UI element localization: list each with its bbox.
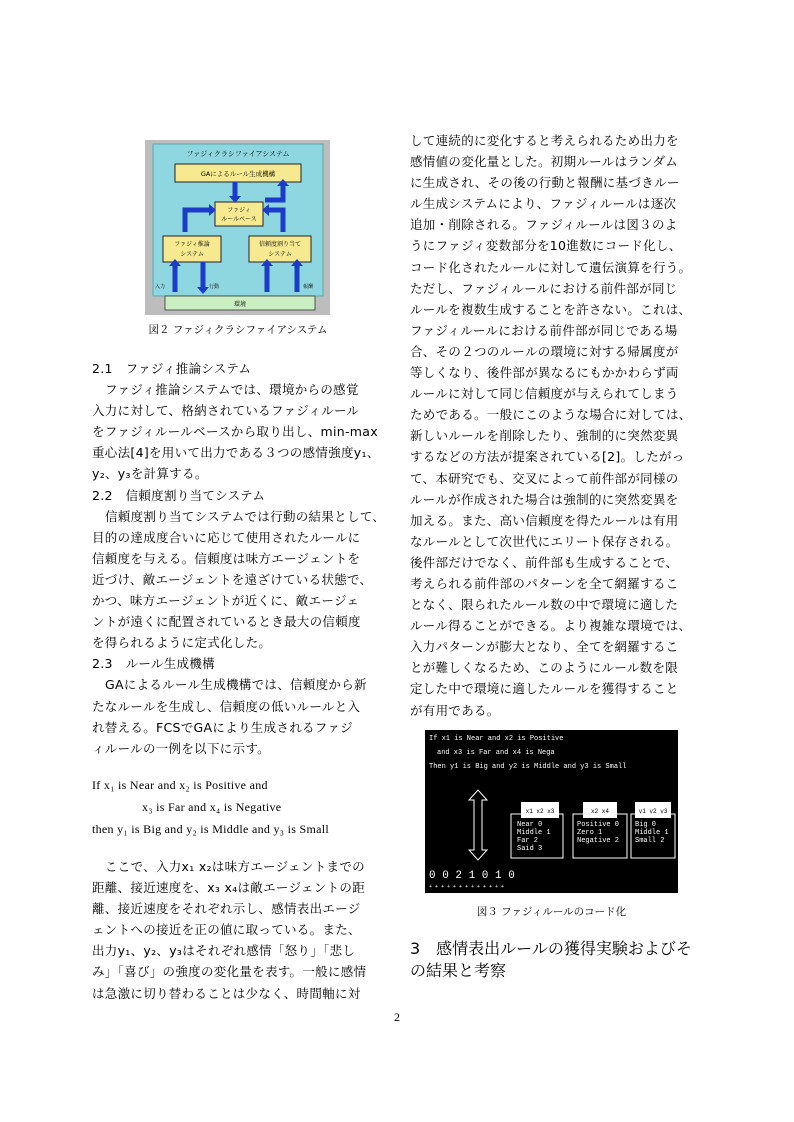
paragraph-line: となく、限られたルール数の中で環境に適した: [410, 597, 679, 613]
right-column: [410, 130, 706, 721]
paragraph-line: ィルールの一例を以下に示す。: [92, 740, 270, 756]
svg-text:ファジィ: ファジィ: [227, 207, 251, 214]
svg-text:Positive 0: Positive 0: [577, 821, 620, 829]
paragraph-line: するなどの方法が提案されている[2]。したがっ: [410, 449, 685, 465]
paragraph-line: ル生成システムにより、ファジィルールは逐次: [410, 196, 677, 212]
paragraph-line: 出力y₁、y₂、y₃はそれぞれ感情「怒り」「悲し: [92, 943, 356, 959]
svg-text:システム: システム: [180, 251, 204, 258]
paragraph-line: ルールに対して同じ信頼度が与えられてしまう: [410, 386, 679, 402]
paragraph-line: なルールとして次世代にエリート保存される。: [410, 533, 679, 549]
paragraph-line: 信頼度割り当てシステムでは行動の結果として、: [105, 508, 386, 524]
paragraph-line: 入力に対して、格納されているファジィルール: [92, 403, 360, 419]
svg-text:ルールベース: ルールベース: [221, 216, 257, 223]
paragraph-line: うにファジィ変数部分を10進数にコード化し、: [410, 238, 682, 254]
paragraph-line: 後件部だけでなく、前件部も生成することで、: [410, 554, 679, 570]
fig3-code: 0 0 2 1 0 1 0: [429, 870, 515, 882]
paragraph-line: コード化されたルールに対して遺伝演算を行う。: [410, 259, 692, 275]
paragraph-line: ルール得ることができる。より複雑な環境では、: [410, 618, 692, 634]
paragraph-line: ェントへの接近を正の値に取っている。また、: [92, 922, 361, 938]
svg-text:Far 2: Far 2: [517, 837, 539, 845]
section-2-2-heading: 2.2 信頼度割り当てシステム: [92, 487, 266, 503]
svg-text:y1 y2 y3: y1 y2 y3: [638, 808, 668, 815]
paragraph-line: 入力パターンが膨大となり、全てを網羅するこ: [410, 639, 679, 655]
fig3-box1-head: x1 x2 x3: [525, 808, 555, 815]
paragraph-line: をファジィルールベースから取り出し、min-max: [92, 424, 378, 440]
paragraph-line: ためである。一般にこのような場合に対しては、: [410, 407, 692, 423]
paragraph-line: ルールが作成された場合は強制的に突然変異を: [410, 491, 679, 507]
paragraph-line: 新しいルールを削除したり、強制的に突然変異: [410, 428, 679, 444]
paragraph-line: が有用である。: [410, 702, 500, 718]
figure-3-caption: 図３ ファジィルールのコード化: [476, 906, 627, 918]
svg-text:Big 0: Big 0: [635, 821, 657, 829]
left-column: [92, 358, 392, 759]
rule-line-3: then y₁ is Big and y₂ is Middle and y₃ is Small: [92, 822, 329, 836]
svg-text:Middle 1: Middle 1: [635, 829, 669, 837]
paragraph-line: 重心法[4]を用いて出力である３つの感情強度y₁、: [92, 445, 380, 461]
fig3-line1: If x1 is Near and x2 is Positive: [429, 735, 564, 743]
paragraph-line: み」「喜び」の強度の変化量を表す。一般に感情: [92, 964, 367, 980]
paragraph-line: を得られるように定式化した。: [92, 635, 272, 651]
svg-text:Zero 1: Zero 1: [577, 829, 603, 837]
rule-line-1: If x₁ is Near and x₂ is Positive and: [92, 778, 268, 792]
paragraph-line: 加える。また、高い信頼度を得たルールは有用: [410, 512, 679, 528]
left-column-bottom: [92, 856, 366, 1004]
paragraph-line: 距離、接近速度を、x₃ x₄は敵エージェントの距: [92, 880, 365, 896]
paragraph-line: ここで、入力x₁ x₂は味方エージェントまでの: [105, 859, 365, 874]
paragraph-line: 離、接近速度をそれぞれ示し、感情表出エージ: [92, 901, 361, 917]
section-2-3-heading: 2.3 ルール生成機構: [92, 656, 215, 672]
fig3-line3: Then y1 is Big and y2 is Middle and y3 is Small: [429, 763, 627, 771]
paragraph-line: は急激に切り替わることは少なく、時間軸に対: [92, 985, 361, 1001]
svg-text:Negative 2: Negative 2: [577, 837, 620, 845]
section-3-heading: 3 感情表出ルールの獲得実験およびそ の結果と考察: [410, 939, 692, 980]
fig3-line2: and x3 is Far and x4 is Nega: [437, 749, 555, 757]
paragraph-line: 信頼度を与える。信頼度は味方エージェントを: [92, 550, 361, 566]
figure-2-caption: 図２ ファジィクラシファイアシステム: [148, 324, 328, 336]
rule-example: [92, 774, 329, 840]
paragraph-line: 感情値の変化量とした。初期ルールはランダム: [410, 154, 679, 170]
figure-3-image: [425, 730, 678, 893]
paragraph-line: て、本研究でも、交叉によって前件部が同様の: [410, 470, 679, 486]
section-2-1-heading: 2.1 ファジィ推論システム: [92, 361, 252, 376]
svg-text:システム: システム: [268, 251, 292, 258]
svg-text:信頼度割り当て: 信頼度割り当て: [258, 241, 302, 248]
paragraph-line: たなルールを生成し、信頼度の低いルールと入: [92, 698, 361, 714]
paragraph-line: 追加・削除される。ファジィルールは図３のよ: [410, 217, 678, 233]
paragraph-line: とが難しくなるため、このようにルール数を限: [410, 660, 679, 676]
svg-text:ファジィ推論: ファジィ推論: [174, 241, 210, 248]
paragraph-line: ファジィ推論システムでは、環境からの感覚: [105, 382, 359, 398]
svg-text:Near 0: Near 0: [517, 821, 543, 829]
paragraph-line: れ替える。FCSでGAにより生成されるファジ: [92, 719, 353, 735]
paragraph-line: 考えられる前件部のパターンを全て網羅するこ: [410, 575, 679, 591]
paragraph-line: y₂、y₃を計算する。: [92, 466, 208, 482]
paragraph-line: かつ、味方エージェントが近くに、敵エージェ: [92, 593, 360, 609]
svg-text:環境: 環境: [233, 301, 247, 308]
paragraph-line: 等しくなり、後件部が異なるにもかかわらず両: [410, 365, 679, 381]
paragraph-line: ファジィルールにおける前件部が同じである場: [410, 322, 678, 338]
svg-text:+ + + + + + + + + + + + +: + + + + + + + + + + + + +: [429, 884, 505, 890]
paragraph-line: に生成され、その後の行動と報酬に基づきルー: [410, 175, 680, 191]
svg-text:Middle 1: Middle 1: [517, 829, 551, 837]
svg-text:行動: 行動: [209, 284, 220, 290]
svg-text:Small 2: Small 2: [635, 837, 665, 845]
svg-text:入力: 入力: [155, 284, 166, 290]
figure-2-image: [145, 140, 330, 315]
rule-line-2: x₃ is Far and x₄ is Negative: [142, 800, 282, 814]
svg-text:Said 3: Said 3: [517, 845, 543, 853]
page-number: 2: [394, 1010, 400, 1024]
paragraph-line: 合、その２つのルールの環境に対する帰属度が: [410, 343, 679, 359]
paragraph-line: ルールを複数生成することを許さない。これは、: [410, 301, 692, 317]
paragraph-line: ただし、ファジィルールにおける前件部が同じ: [410, 280, 678, 296]
svg-text:x2 x4: x2 x4: [590, 808, 610, 815]
svg-text:報酬: 報酬: [303, 284, 314, 290]
paragraph-line: ントが遠くに配置されているとき最大の信頼度: [92, 614, 361, 630]
paragraph-line: GAによるルール生成機構では、信頼度から新: [105, 677, 367, 693]
paragraph-line: して連続的に変化すると考えられるため出力を: [410, 133, 679, 148]
paragraph-line: 定した中で環境に適したルールを獲得すること: [410, 681, 679, 697]
fig2-ga-box: GAによるルール生成機構: [200, 170, 276, 178]
paragraph-line: 目的の達成度合いに応じて使用されたルールに: [92, 529, 361, 545]
paragraph-line: 近づけ、敵エージェントを遠ざけている状態で、: [92, 571, 373, 587]
fig2-title: ファジィクラシファイアシステム: [186, 150, 290, 158]
